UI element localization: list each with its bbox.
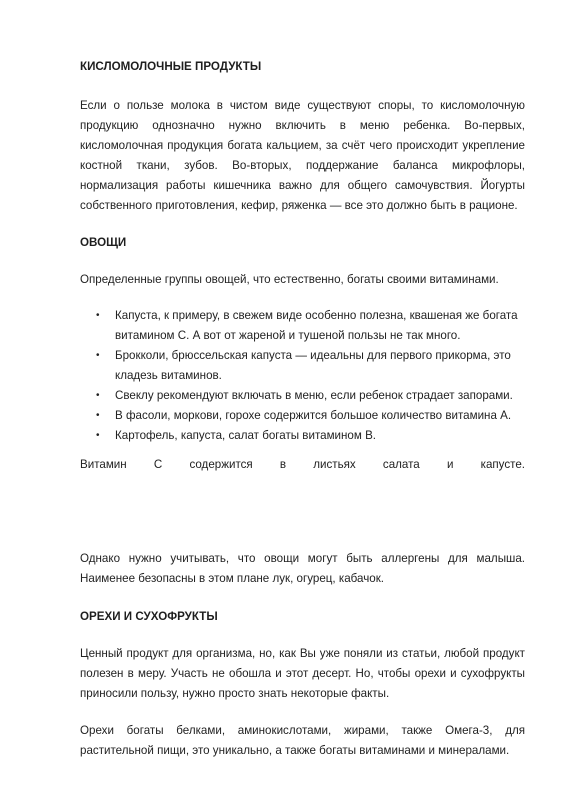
vitamin-c-line: [80, 455, 525, 475]
list-item: [80, 386, 525, 406]
document-page: [80, 57, 525, 761]
word: Витамин: [80, 458, 127, 471]
bullet-icon: •: [96, 310, 100, 321]
list-item-text: Картофель, капуста, салат богаты витамином В.: [115, 429, 377, 442]
word: и: [446, 458, 454, 471]
list-item: [80, 346, 525, 386]
vegetables-intro: Определенные группы овощей, что естественно, богаты своими витаминами.: [80, 273, 499, 286]
list-item: [80, 406, 525, 426]
bullet-icon: •: [96, 430, 100, 441]
word: листьях: [313, 458, 356, 471]
list-item-text: Свеклу рекомендуют включать в меню, если ребенок страдает запорами.: [115, 389, 513, 402]
nuts-paragraph-1: Ценный продукт для организма, но, как Вы уже поняли из статьи, любой продукт полезен в меру. Участь не обошла и этот десерт. Но, чтобы орехи и сухофрукты приносили пользу, нужно просто знать некоторые факты.: [80, 647, 525, 700]
word: капусте.: [480, 458, 525, 471]
word: С: [153, 458, 163, 471]
bullet-icon: •: [96, 410, 100, 421]
allergen-note: Однако нужно учитывать, что овощи могут быть аллергены для малыша. Наименее безопасны в этом плане лук, огурец, кабачок.: [80, 552, 525, 585]
bullet-icon: •: [96, 350, 100, 361]
section-title-dairy: КИСЛОМОЛОЧНЫЕ ПРОДУКТЫ: [80, 60, 262, 73]
list-item-text: В фасоли, моркови, горохе содержится большое количество витамина А.: [115, 409, 512, 422]
vegetables-list: [80, 306, 525, 446]
dairy-paragraph: Если о пользе молока в чистом виде существуют споры, то кисломолочную продукцию однозначно нужно включить в меню ребенка. Во-первых, кисломолочная продукция богата кальцием, за счёт чего происходит укрепление костной ткани, зубов. Во-вторых, поддержание баланса микрофлоры, нормализация работы кишечника важно для общего самочувствия. Йогурты собственного приготовления, кефир, ряженка — все это должно быть в рационе.: [80, 99, 525, 212]
bullet-icon: •: [96, 390, 100, 401]
word: содержится: [189, 458, 253, 471]
nuts-paragraph-2: Орехи богаты белками, аминокислотами, жирами, также Омега-3, для растительной пищи, это уникально, а также богаты витаминами и минералами.: [80, 724, 525, 757]
list-item-text: Капуста, к примеру, в свежем виде особенно полезна, квашеная же богата витамином С. А вот от жареной и тушеной пользы не так много.: [115, 309, 518, 342]
list-item: [80, 306, 525, 346]
word: в: [279, 458, 287, 471]
list-item: [80, 426, 525, 446]
word: салата: [382, 458, 420, 471]
section-title-vegetables: ОВОЩИ: [80, 236, 127, 249]
section-title-nuts: ОРЕХИ И СУХОФРУКТЫ: [80, 610, 218, 623]
list-item-text: Брокколи, брюссельская капуста — идеальны для первого прикорма, это кладезь витаминов.: [115, 349, 511, 382]
